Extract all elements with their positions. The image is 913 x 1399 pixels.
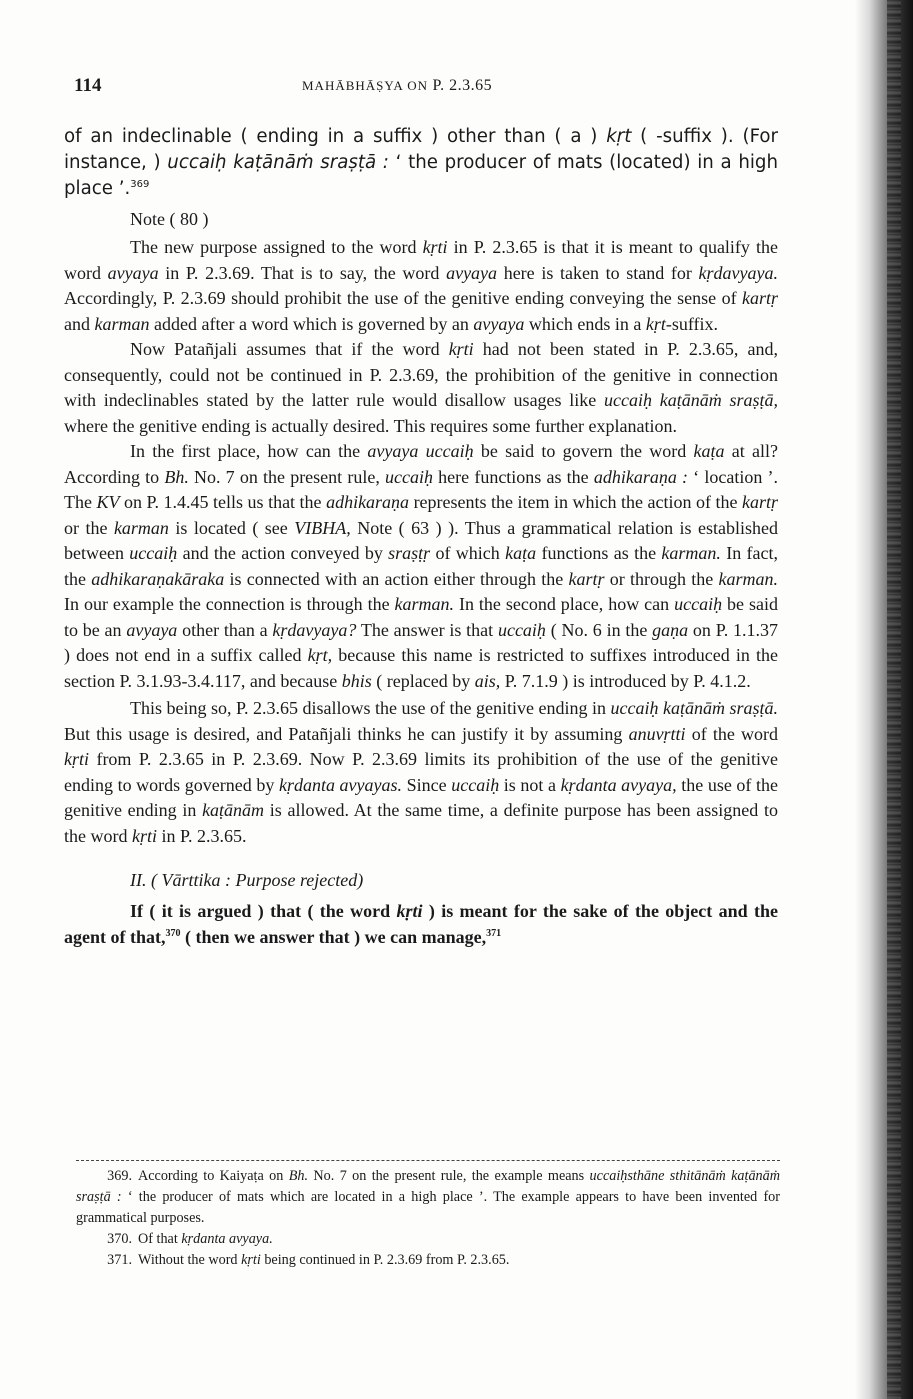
footnote-ref-370[interactable]: 370 [165, 927, 181, 939]
varttika-text: If ( it is argued ) that ( the word kṛti ) is meant for the sake of the object and the agent of that,$^{370}$ ( then we answer that ) we can manage,$^{371}$ [64, 901, 778, 947]
footnote-370: 370. Of that kṛdanta avyaya. [107, 1231, 273, 1247]
paragraph-continued: of an indeclinable ( ending in a suffix ) other than ( a ) kṛt ( -suffix ). (For instance, ) uccaiḥ kaṭānāṁ sraṣṭā : ‘ the producer of mats (located) in a high place ’.$^{369}$ [64, 126, 778, 199]
running-title: MAHĀBHĀṢYA ON P. 2.3.65 [302, 77, 493, 94]
section-heading: II. ( Vārttika : Purpose rejected) [130, 870, 364, 890]
note-heading: Note ( 80 ) [130, 209, 209, 229]
footnote-divider [76, 1160, 780, 1161]
footnote-ref-371[interactable]: 371 [486, 927, 502, 939]
footnote-ref-369[interactable]: 369 [130, 178, 150, 190]
page-header [74, 75, 814, 105]
paragraph-note-purpose: The new purpose assigned to the word kṛti in P. 2.3.65 is that it is meant to qualify the word avyaya in P. 2.3.69. That is to say, the word avyaya here is taken to stand for kṛdavyaya. Accordingly, P. 2.3.69 should prohibit the use of the genitive ending conveying the sense of kartṛ and karman added after a word which is governed by an avyaya which ends in a kṛt-suffix. [64, 237, 779, 334]
paragraph-explanation: In the first place, how can the avyaya uccaiḥ be said to govern the word kaṭa at all? According to Bh. No. 7 on the present rule, uccaiḥ here functions as the adhikaraṇa : ‘ location ’. The KV on P. 1.4.45 tells us that the adhikaraṇa represents the item in which the action of the kartṛ or the karman is located ( see VIBHA, Note ( 63 ) ). Thus a grammatical relation is established between uccaiḥ and the action conveyed by sraṣṭṛ of which kaṭa functions as the karman. In fact, the adhikaraṇakāraka is connected with an action either through the kartṛ or through the karman. In our example the connection is through the karman. In the second place, how can uccaiḥ be said to be an avyaya other than a kṛdavyaya? The answer is that uccaiḥ ( No. 6 in the gaṇa on P. 1.1.37 ) does not end in a suffix called kṛt, because this name is restricted to suffixes introduced in the section P. 3.1.93-3.4.117, and because bhis ( replaced by ais, P. 7.1.9 ) is introduced by P. 4.1.2. [64, 441, 779, 691]
footnotes [76, 1166, 780, 1271]
book-binding-shadow [855, 0, 913, 1399]
paragraph-patanjali-assumption: Now Patañjali assumes that if the word kṛti had not been stated in P. 2.3.65, and, consequently, could not be continued in P. 2.3.69, the prohibition of the genitive in connection with indeclinables stated by the latter rule would disallow usages like uccaiḥ kaṭānāṁ sraṣṭā, where the genitive ending is actually desired. This requires some further explanation. [64, 339, 778, 436]
footnote-369: 369. According to Kaiyaṭa on Bh. No. 7 on the present rule, the example means uccaiḥsthāne sthitānāṁ kaṭānāṁ sraṣṭā : ‘ the producer of mats which are located in a high place ’. The example appears to have been invented for grammatical purposes. [76, 1168, 780, 1226]
paragraph-conclusion: This being so, P. 2.3.65 disallows the use of the genitive ending in uccaiḥ kaṭānāṁ sraṣṭā. But this usage is desired, and Patañjali thinks he can justify it by assuming anuvṛtti of the word kṛti from P. 2.3.65 in P. 2.3.69. Now P. 2.3.69 limits its prohibition of the use of the genitive ending to words governed by kṛdanta avyayas. Since uccaiḥ is not a kṛdanta avyaya, the use of the genitive ending in kaṭānām is allowed. At the same time, a definite purpose has been assigned to the word kṛti in P. 2.3.65. [64, 698, 779, 846]
main-text [64, 124, 778, 950]
page-number: 114 [74, 75, 102, 96]
footnote-371: 371. Without the word kṛti being continued in P. 2.3.69 from P. 2.3.65. [107, 1252, 510, 1268]
binding-edge-texture [887, 0, 901, 1399]
